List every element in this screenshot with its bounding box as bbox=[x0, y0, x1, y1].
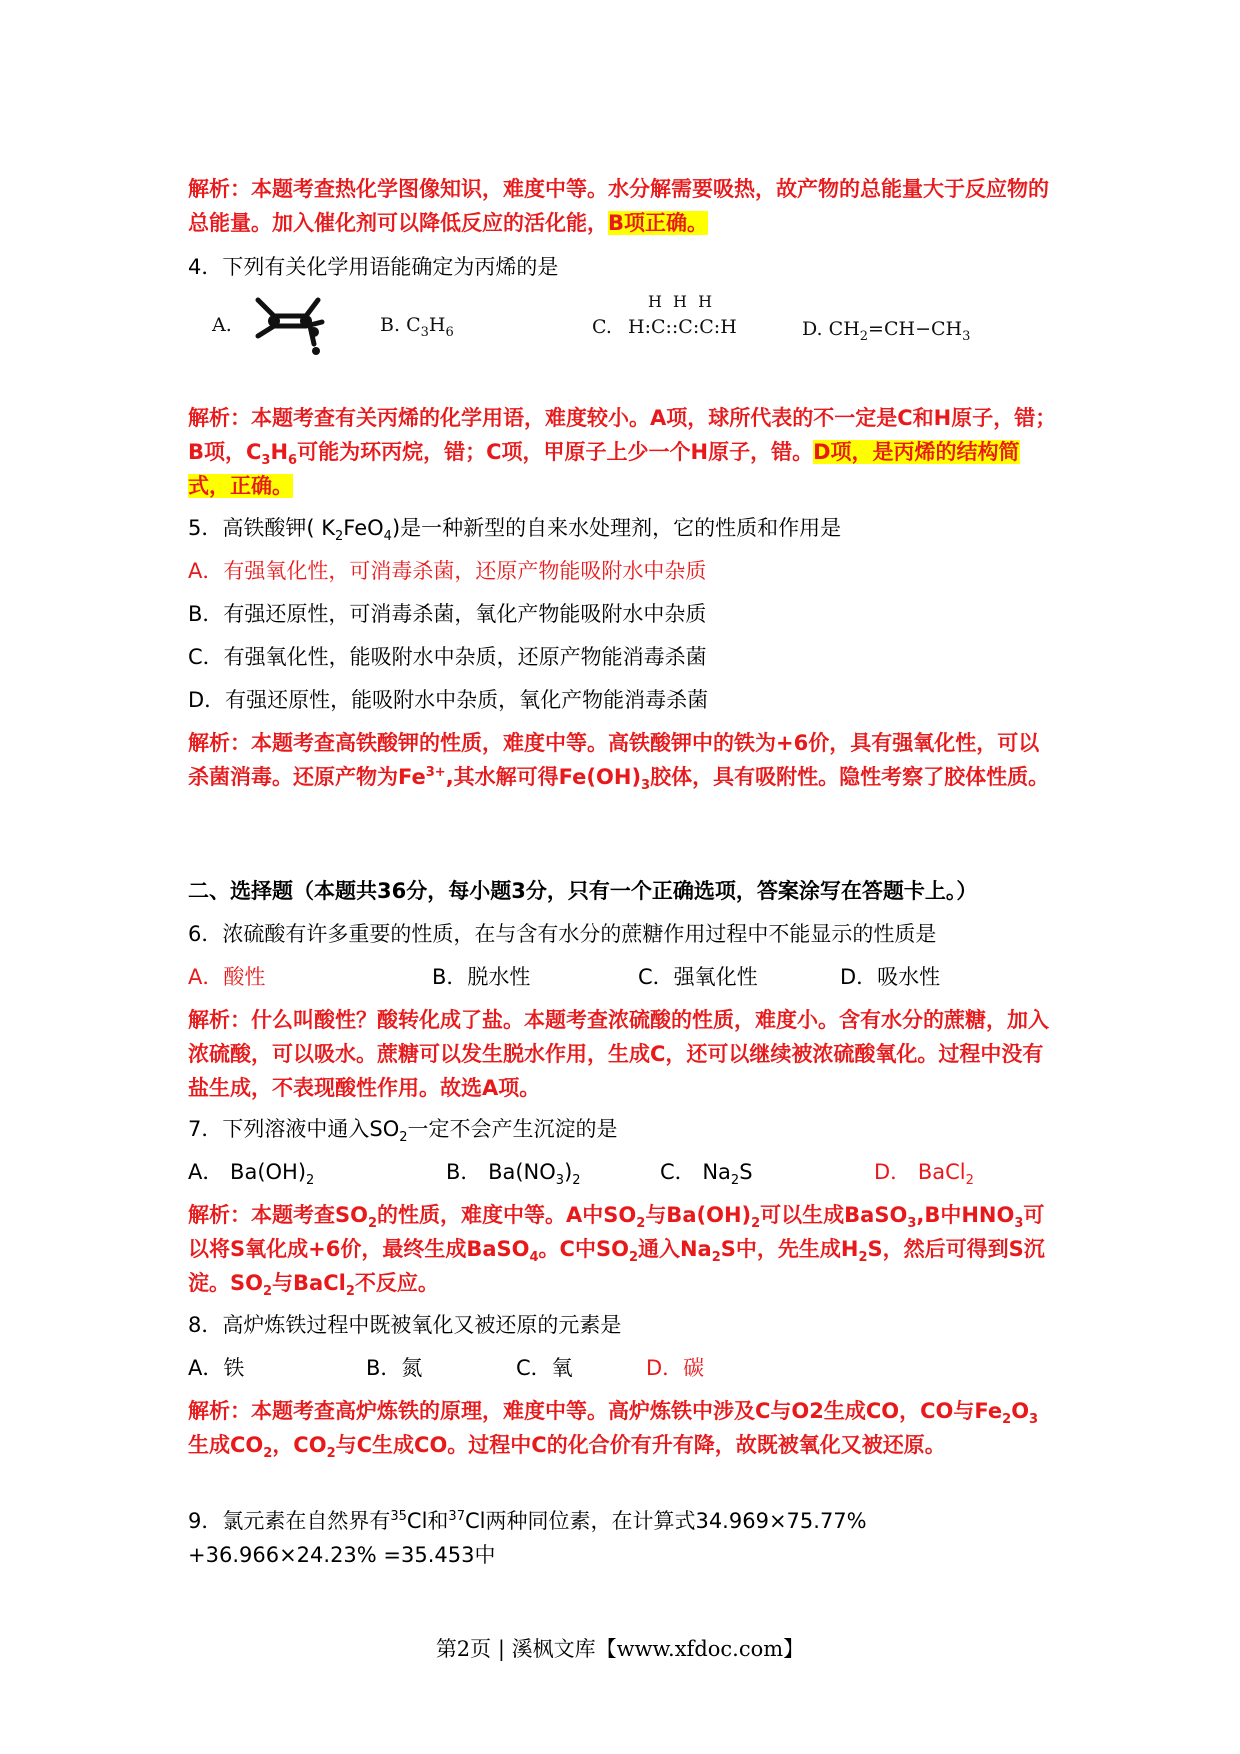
q6-option-a: A．酸性 bbox=[188, 965, 266, 989]
q8-option-c: C．氧 bbox=[516, 1356, 573, 1380]
q8-analysis: 解析：本题考查高炉炼铁的原理，难度中等。高炉炼铁中涉及C与O2生成CO，CO与$Fe_2O_3$生成$CO_2$，$CO_2$与C生成CO。过程中C的化合价有升有降，故既被氧化又被还原。 bbox=[188, 1399, 1039, 1462]
q6-option-c: C．强氧化性 bbox=[638, 965, 758, 989]
q4-optD: D. $CH_2=CH-CH_3$ bbox=[802, 318, 971, 344]
q6-analysis: 解析：什么叫酸性？酸转化成了盐。本题考查浓硫酸的性质，难度小。含有水分的蔗糖，加入浓硫酸，可以吸水。蔗糖可以发生脱水作用，生成C，还可以继续被浓硫酸氧化。过程中没有盐生成，不表现酸性作用。故选A项。 bbox=[188, 1008, 1049, 1100]
q3-analysis bbox=[188, 172, 1058, 240]
q7-option-a: A． $Ba(OH)_2$ bbox=[188, 1160, 315, 1189]
q8-option-d: D．碳 bbox=[646, 1356, 705, 1380]
q6-stem: 6．浓硫酸有许多重要的性质，在与含有水分的蔗糖作用过程中不能显示的性质是 bbox=[188, 922, 937, 946]
q8-stem: 8．高炉炼铁过程中既被氧化又被还原的元素是 bbox=[188, 1313, 622, 1337]
q7-option-d: D． BaCl$_2$ bbox=[874, 1160, 974, 1189]
q5-option-c: C．有强氧化性，能吸附水中杂质，还原产物能消毒杀菌 bbox=[188, 645, 707, 669]
q4-stem: 4．下列有关化学用语能确定为丙烯的是 bbox=[188, 255, 559, 279]
q7-option-b: B． $Ba(NO_3)_2$ bbox=[446, 1160, 581, 1189]
q5-option-b: B．有强还原性，可消毒杀菌，氧化产物能吸附水中杂质 bbox=[188, 602, 707, 626]
q4-optA-label: A. bbox=[212, 314, 232, 336]
q5-stem: 5．高铁酸钾( $K_2FeO_4$)是一种新型的自来水处理剂，它的性质和作用是 bbox=[188, 516, 842, 545]
page-footer: 第2页 | 溪枫文库【www.xfdoc.com】 bbox=[435, 1637, 805, 1661]
q4-optB: B. $C_3H_6$ bbox=[380, 314, 454, 340]
q6-option-b: B．脱水性 bbox=[432, 965, 531, 989]
q3-analysis-highlight: B项正确。 bbox=[608, 211, 709, 235]
q8-option-b: B．氮 bbox=[366, 1356, 423, 1380]
q4-optA-ball-stick-model bbox=[250, 296, 330, 358]
q7-option-c: C． $Na_2S$ bbox=[660, 1160, 753, 1189]
q4-analysis-highlight: D项，是丙烯的结构简式，正确。 bbox=[188, 440, 1020, 498]
q7-analysis: 解析：本题考查$SO_2$的性质，难度中等。A中$SO_2$与$Ba(OH)_2$可以生成BaSO$_3$,B中$HNO_3$可以将S氧化成+6价，最终生成BaSO$_4$。C中$SO_2$通入$Na_2S$中，先生成$H_2S$，然后可得到S沉淀。$SO_2$与BaCl$_2$不反应。 bbox=[188, 1203, 1045, 1300]
q3-analysis-text: 解析：本题考查热化学图像知识，难度中等。水分解需要吸热，故产物的总能量大于反应物的总能量。加入催化剂可以降低反应的活化能， bbox=[188, 177, 1049, 235]
q6-option-d: D．吸水性 bbox=[840, 965, 941, 989]
q5-option-a: A．有强氧化性，可消毒杀菌，还原产物能吸附水中杂质 bbox=[188, 559, 707, 583]
q4-optC-electron-formula: H:C::C:C:H bbox=[628, 316, 737, 338]
q4-optC-top-row: H H H bbox=[648, 292, 716, 311]
q5-option-d: D．有强还原性，能吸附水中杂质，氧化产物能消毒杀菌 bbox=[188, 688, 709, 712]
section-2-title: 二、选择题（本题共36分，每小题3分，只有一个正确选项，答案涂写在答题卡上。） bbox=[188, 879, 978, 903]
q4-optC-label: C. bbox=[592, 316, 612, 338]
q7-stem: 7．下列溶液中通入$SO_2$一定不会产生沉淀的是 bbox=[188, 1117, 618, 1146]
q9-stem: 9．氯元素在自然界有$^{35}$Cl和$^{37}$Cl两种同位素，在计算式34.969×75.77% +36.966×24.23% =35.453中 bbox=[188, 1509, 867, 1567]
q4-analysis: 解析：本题考查有关丙烯的化学用语，难度较小。A项，球所代表的不一定是C和H原子，错；B项，$C_3H_6$可能为环丙烷，错；C项，甲原子上少一个H原子，错。D项，是丙烯的结构简式，正确。 bbox=[188, 406, 1057, 498]
q8-option-a: A．铁 bbox=[188, 1356, 245, 1380]
q5-analysis: 解析：本题考查高铁酸钾的性质，难度中等。高铁酸钾中的铁为+6价，具有强氧化性，可以杀菌消毒。还原产物为$Fe^{3+}$,其水解可得$Fe(OH)_3$胶体，具有吸附性。隐性考察了胶体性质。 bbox=[188, 731, 1050, 794]
